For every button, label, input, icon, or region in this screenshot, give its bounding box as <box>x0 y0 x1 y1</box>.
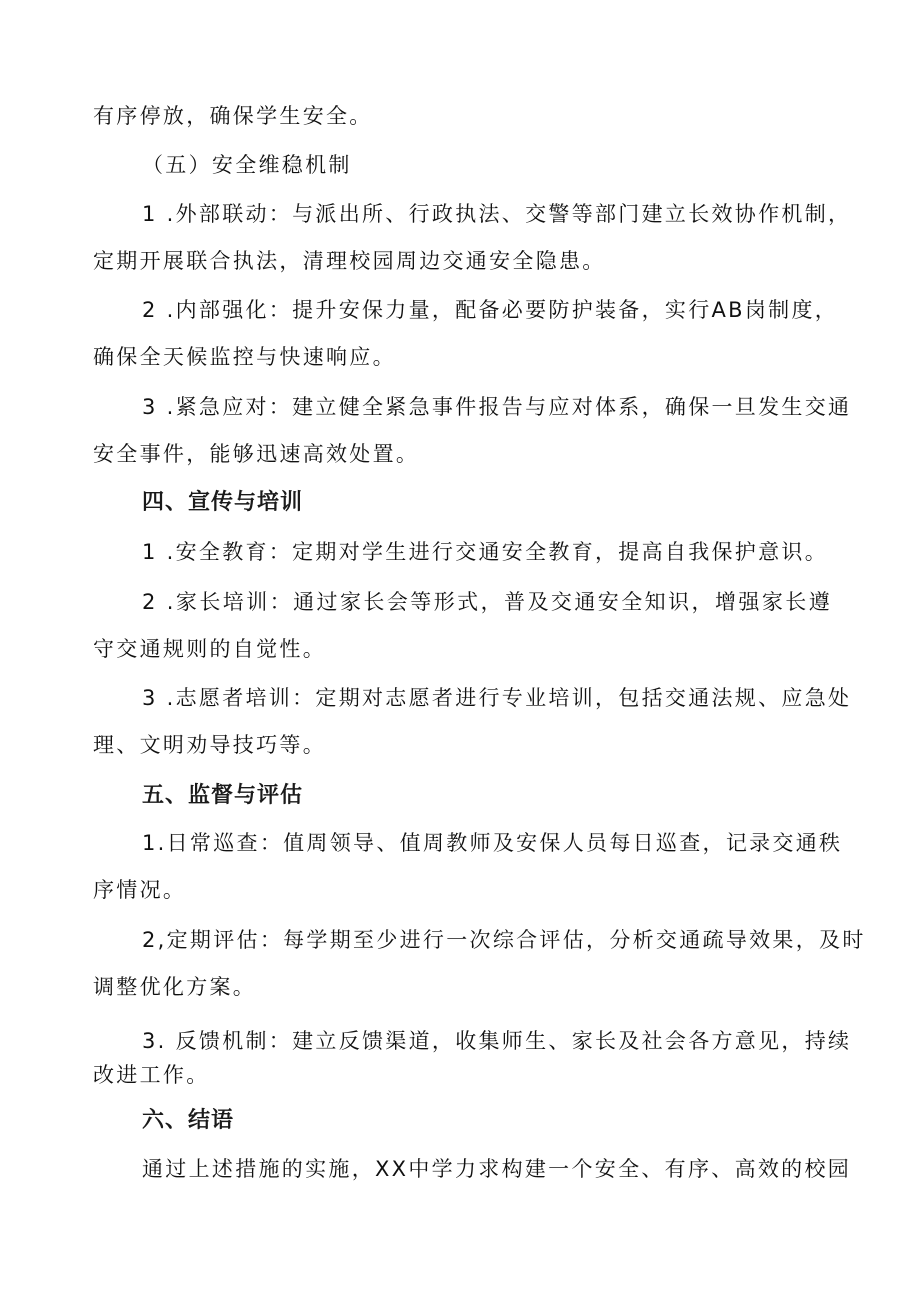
paragraph-line: 2 .家长培训：通过家长会等形式，普及交通安全知识，增强家长遵 <box>142 590 832 614</box>
paragraph-line: 3. 反馈机制：建立反馈渠道，收集师生、家长及社会各方意见，持续 <box>142 1029 852 1053</box>
paragraph-line: 调整优化方案。 <box>93 975 257 999</box>
section-heading: 四、宣传与培训 <box>142 490 304 515</box>
paragraph-line: 改进工作。 <box>93 1063 210 1087</box>
paragraph-line: 1 .外部联动：与派出所、行政执法、交警等部门建立长效协作机制， <box>142 202 852 226</box>
paragraph-line: 理、文明劝导技巧等。 <box>93 733 326 757</box>
paragraph-line: 1.日常巡查：值周领导、值周教师及安保人员每日巡查，记录交通秩 <box>142 831 843 855</box>
paragraph-line: 安全事件，能够迅速高效处置。 <box>93 442 420 466</box>
paragraph-line: 3 .紧急应对：建立健全紧急事件报告与应对体系，确保一旦发生交通 <box>142 395 852 419</box>
paragraph-line: 2,定期评估：每学期至少进行一次综合评估，分析交通疏导效果，及时 <box>142 928 866 952</box>
paragraph-line: 序情况。 <box>93 878 187 902</box>
paragraph-line: 通过上述措施的实施，XX中学力求构建一个安全、有序、高效的校园 <box>142 1157 852 1181</box>
paragraph-line: 有序停放，确保学生安全。 <box>93 104 373 128</box>
section-heading: 六、结语 <box>142 1108 235 1133</box>
subsection-title: （五）安全维稳机制 <box>142 153 352 177</box>
paragraph-line: 3 .志愿者培训：定期对志愿者进行专业培训，包括交通法规、应急处 <box>142 686 852 710</box>
paragraph-line: 2 .内部强化：提升安保力量，配备必要防护装备，实行AB岗制度， <box>142 298 839 322</box>
section-heading: 五、监督与评估 <box>142 783 304 808</box>
paragraph-line: 确保全天候监控与快速响应。 <box>93 345 396 369</box>
paragraph-line: 守交通规则的自觉性。 <box>93 637 326 661</box>
paragraph-line: 1 .安全教育：定期对学生进行交通安全教育，提高自我保护意识。 <box>142 540 829 564</box>
paragraph-line: 定期开展联合执法，清理校园周边交通安全隐患。 <box>93 249 606 273</box>
